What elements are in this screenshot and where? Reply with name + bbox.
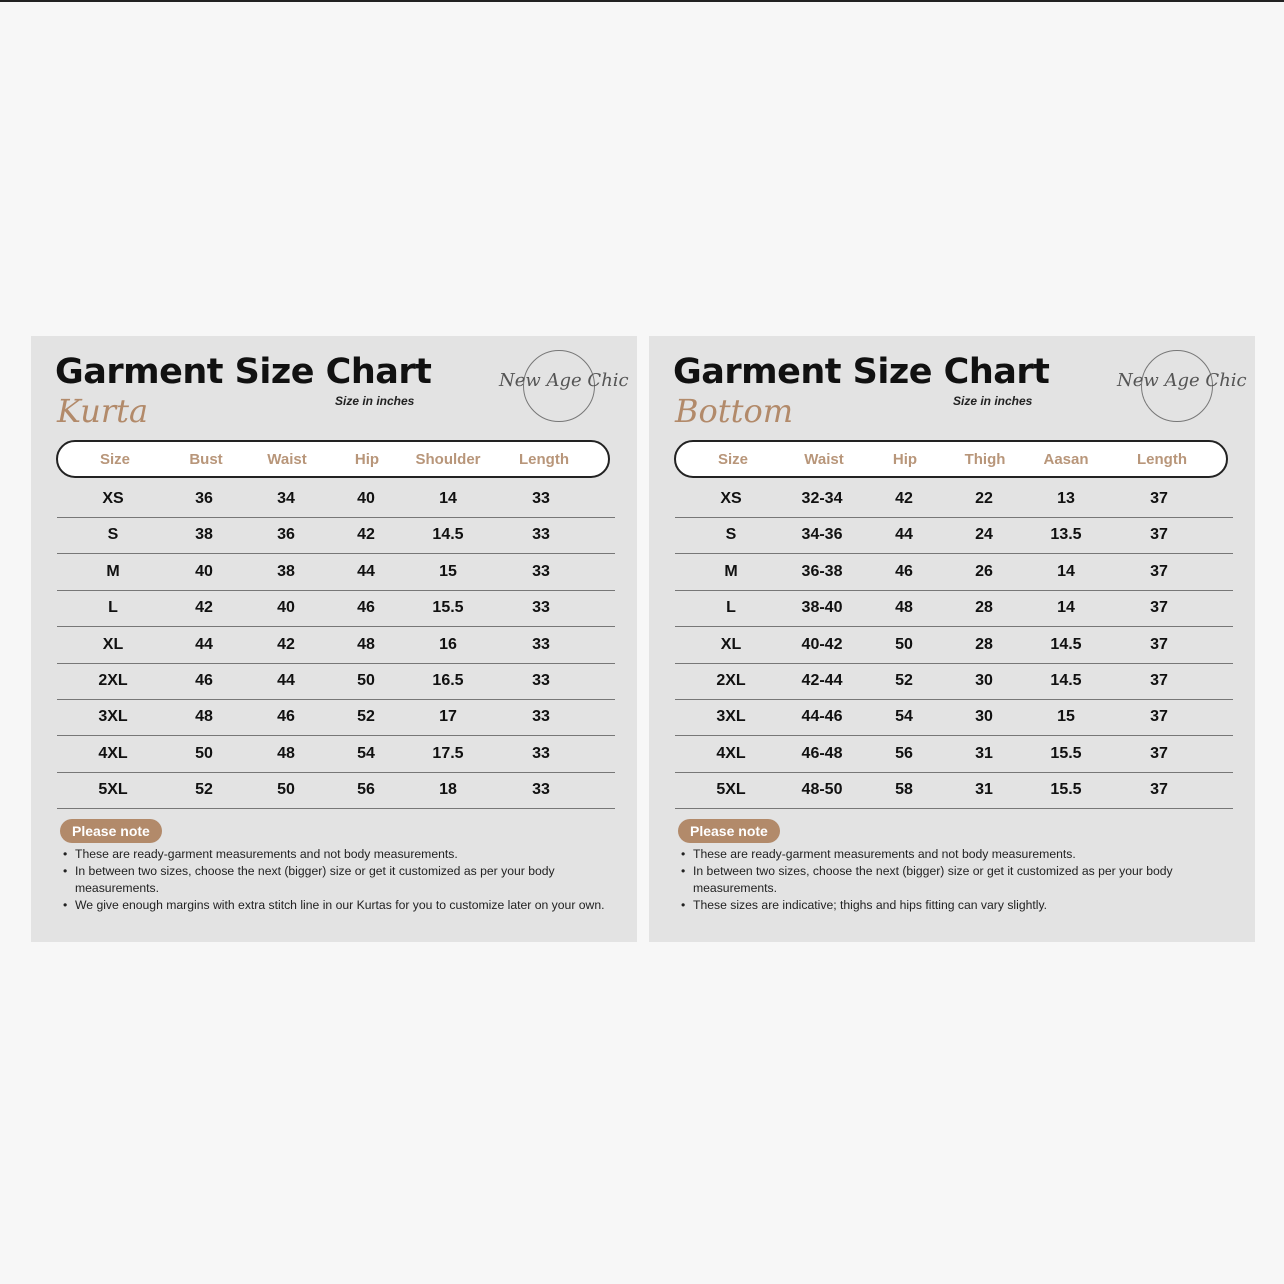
table-header xyxy=(674,440,1228,478)
table-cell: 50 xyxy=(195,744,213,762)
table-cell: 48 xyxy=(195,708,213,726)
table-row xyxy=(57,591,615,627)
table-row xyxy=(675,518,1233,554)
column-header: Size xyxy=(99,451,131,468)
table-cell: 52 xyxy=(895,672,913,689)
table-cell: 50 xyxy=(895,635,913,653)
table-cell: 15 xyxy=(1057,708,1075,726)
table-cell: 13.5 xyxy=(1050,526,1082,544)
table-cell: XL xyxy=(720,635,742,653)
table-row xyxy=(675,773,1233,809)
table-cell: 37 xyxy=(1150,672,1168,689)
table-cell: 26 xyxy=(975,562,993,580)
table-cell: 40 xyxy=(195,562,213,580)
table-cell: 15 xyxy=(439,562,457,580)
chart-title: Garment Size Chart xyxy=(673,352,1050,392)
table-cell: 44 xyxy=(195,635,213,653)
table-cell: 14 xyxy=(1057,562,1075,580)
table-cell: 14.5 xyxy=(432,526,464,544)
table-cell: 33 xyxy=(532,708,550,726)
column-header: Aasan xyxy=(1043,451,1089,468)
brand-logo xyxy=(499,350,629,426)
note-item: • In between two sizes, choose the next (bigger) size or get it customized as per your body measurements. xyxy=(75,863,623,897)
table-cell: 44 xyxy=(357,562,375,580)
table-cell: 42 xyxy=(195,599,213,617)
table-cell: 52 xyxy=(195,781,213,799)
table-cell: 16 xyxy=(439,635,457,653)
table-cell: 33 xyxy=(532,599,550,617)
table-cell: 44 xyxy=(277,672,295,689)
chart-subtitle: Kurta xyxy=(57,392,149,430)
table-cell: 40 xyxy=(277,599,295,617)
table-cell: M xyxy=(724,562,738,580)
table-cell: 30 xyxy=(975,672,993,689)
table-cell: 54 xyxy=(895,708,913,726)
column-header: Thigh xyxy=(964,451,1006,468)
table-cell: 58 xyxy=(895,781,913,799)
logo-text: New Age Chic xyxy=(499,370,629,391)
table-cell: 14.5 xyxy=(1050,672,1082,689)
note-item: • We give enough margins with extra stitch line in our Kurtas for you to customize later on your own. xyxy=(75,897,623,914)
column-header: Waist xyxy=(267,451,307,468)
table-cell: 37 xyxy=(1150,635,1168,653)
table-row xyxy=(57,518,615,554)
table-cell: 56 xyxy=(895,744,913,762)
table-cell: 32-34 xyxy=(801,490,843,507)
table-cell: 15.5 xyxy=(432,599,464,617)
table-cell: 16.5 xyxy=(432,672,464,689)
table-cell: 40 xyxy=(357,490,375,507)
table-header xyxy=(56,440,610,478)
logo-text: New Age Chic xyxy=(1117,370,1247,391)
table-cell: 48 xyxy=(277,744,295,762)
table-row xyxy=(675,482,1233,518)
table-row xyxy=(57,555,615,591)
table-row xyxy=(675,700,1233,736)
table-cell: 5XL xyxy=(716,781,746,799)
table-cell: 4XL xyxy=(98,744,128,762)
table-row xyxy=(675,664,1233,700)
please-note-badge: Please note xyxy=(678,819,780,843)
table-cell: 33 xyxy=(532,635,550,653)
table-cell: 52 xyxy=(357,708,375,726)
table-cell: 14 xyxy=(439,490,457,507)
table-row xyxy=(57,664,615,700)
table-cell: 50 xyxy=(357,672,375,689)
table-cell: 17 xyxy=(439,708,457,726)
table-cell: 48 xyxy=(895,599,913,617)
table-cell: 36-38 xyxy=(801,562,843,580)
table-cell: 38-40 xyxy=(801,599,843,617)
unit-note: Size in inches xyxy=(953,394,1033,408)
table-cell: 44 xyxy=(895,526,913,544)
table-cell: 33 xyxy=(532,526,550,544)
table-cell: 37 xyxy=(1150,781,1168,799)
top-border-line xyxy=(0,0,1284,2)
table-cell: 33 xyxy=(532,672,550,689)
table-cell: 46 xyxy=(277,708,295,726)
table-cell: 14 xyxy=(1057,599,1075,617)
column-header: Shoulder xyxy=(415,451,481,468)
table-cell: 56 xyxy=(357,781,375,799)
table-cell: 4XL xyxy=(716,744,746,762)
table-cell: 37 xyxy=(1150,526,1168,544)
table-cell: 28 xyxy=(975,635,993,653)
table-cell: 33 xyxy=(532,562,550,580)
table-cell: 42-44 xyxy=(801,672,843,689)
table-cell: XS xyxy=(102,490,124,507)
table-cell: 13 xyxy=(1057,490,1075,507)
table-cell: 5XL xyxy=(98,781,128,799)
table-cell: 37 xyxy=(1150,562,1168,580)
table-cell: L xyxy=(108,599,118,617)
note-item: • In between two sizes, choose the next (bigger) size or get it customized as per your body measurements. xyxy=(693,863,1241,897)
table-row xyxy=(57,700,615,736)
table-cell: 36 xyxy=(195,490,213,507)
note-item: • These sizes are indicative; thighs and hips fitting can vary slightly. xyxy=(693,897,1241,914)
table-cell: 37 xyxy=(1150,708,1168,726)
table-cell: L xyxy=(726,599,736,617)
table-cell: 18 xyxy=(439,781,457,799)
table-cell: 46 xyxy=(357,599,375,617)
table-cell: 31 xyxy=(975,781,993,799)
table-cell: 3XL xyxy=(98,708,128,726)
table-cell: S xyxy=(107,526,119,544)
table-cell: 38 xyxy=(195,526,213,544)
table-cell: 17.5 xyxy=(432,744,464,762)
table-cell: 42 xyxy=(357,526,375,544)
table-cell: 24 xyxy=(975,526,993,544)
bottom-size-chart-card xyxy=(649,336,1255,942)
kurta-size-chart-card xyxy=(31,336,637,942)
table-cell: 37 xyxy=(1150,744,1168,762)
table-cell: 15.5 xyxy=(1050,781,1082,799)
table-cell: 14.5 xyxy=(1050,635,1082,653)
table-cell: 34 xyxy=(277,490,295,507)
table-cell: 22 xyxy=(975,490,993,507)
table-row xyxy=(675,555,1233,591)
table-row xyxy=(57,773,615,809)
table-row xyxy=(57,482,615,518)
table-cell: XL xyxy=(102,635,124,653)
please-note-badge: Please note xyxy=(60,819,162,843)
notes-list xyxy=(57,846,623,914)
table-cell: 50 xyxy=(277,781,295,799)
column-header: Hip xyxy=(354,451,380,468)
table-cell: 46-48 xyxy=(801,744,843,762)
table-row xyxy=(675,591,1233,627)
table-cell: 38 xyxy=(277,562,295,580)
table-cell: 3XL xyxy=(716,708,746,726)
table-cell: XS xyxy=(720,490,742,507)
table-cell: 33 xyxy=(532,490,550,507)
table-cell: M xyxy=(106,562,120,580)
table-cell: 42 xyxy=(277,635,295,653)
table-cell: S xyxy=(725,526,737,544)
table-cell: 33 xyxy=(532,744,550,762)
table-cell: 36 xyxy=(277,526,295,544)
table-cell: 46 xyxy=(195,672,213,689)
table-row xyxy=(675,737,1233,773)
table-cell: 46 xyxy=(895,562,913,580)
chart-title: Garment Size Chart xyxy=(55,352,432,392)
chart-subtitle: Bottom xyxy=(675,392,794,430)
table-cell: 37 xyxy=(1150,490,1168,507)
column-header: Waist xyxy=(804,451,844,468)
table-row xyxy=(675,628,1233,664)
column-header: Hip xyxy=(892,451,918,468)
column-header: Length xyxy=(519,451,569,468)
column-header: Bust xyxy=(189,451,223,468)
table-cell: 40-42 xyxy=(801,635,843,653)
table-cell: 33 xyxy=(532,781,550,799)
table-cell: 30 xyxy=(975,708,993,726)
table-cell: 37 xyxy=(1150,599,1168,617)
column-header: Length xyxy=(1137,451,1187,468)
notes-list xyxy=(675,846,1241,914)
table-row xyxy=(57,737,615,773)
table-cell: 2XL xyxy=(716,672,746,689)
note-item: • These are ready-garment measurements and not body measurements. xyxy=(75,846,623,863)
table-cell: 48 xyxy=(357,635,375,653)
note-item: • These are ready-garment measurements and not body measurements. xyxy=(693,846,1241,863)
table-cell: 34-36 xyxy=(801,526,843,544)
table-cell: 31 xyxy=(975,744,993,762)
column-header: Size xyxy=(717,451,749,468)
table-cell: 44-46 xyxy=(801,708,843,726)
table-cell: 48-50 xyxy=(801,781,843,799)
brand-logo xyxy=(1117,350,1247,426)
table-cell: 42 xyxy=(895,490,913,507)
table-row xyxy=(57,628,615,664)
unit-note: Size in inches xyxy=(335,394,415,408)
table-cell: 15.5 xyxy=(1050,744,1082,762)
table-cell: 54 xyxy=(357,744,375,762)
table-cell: 28 xyxy=(975,599,993,617)
table-cell: 2XL xyxy=(98,672,128,689)
